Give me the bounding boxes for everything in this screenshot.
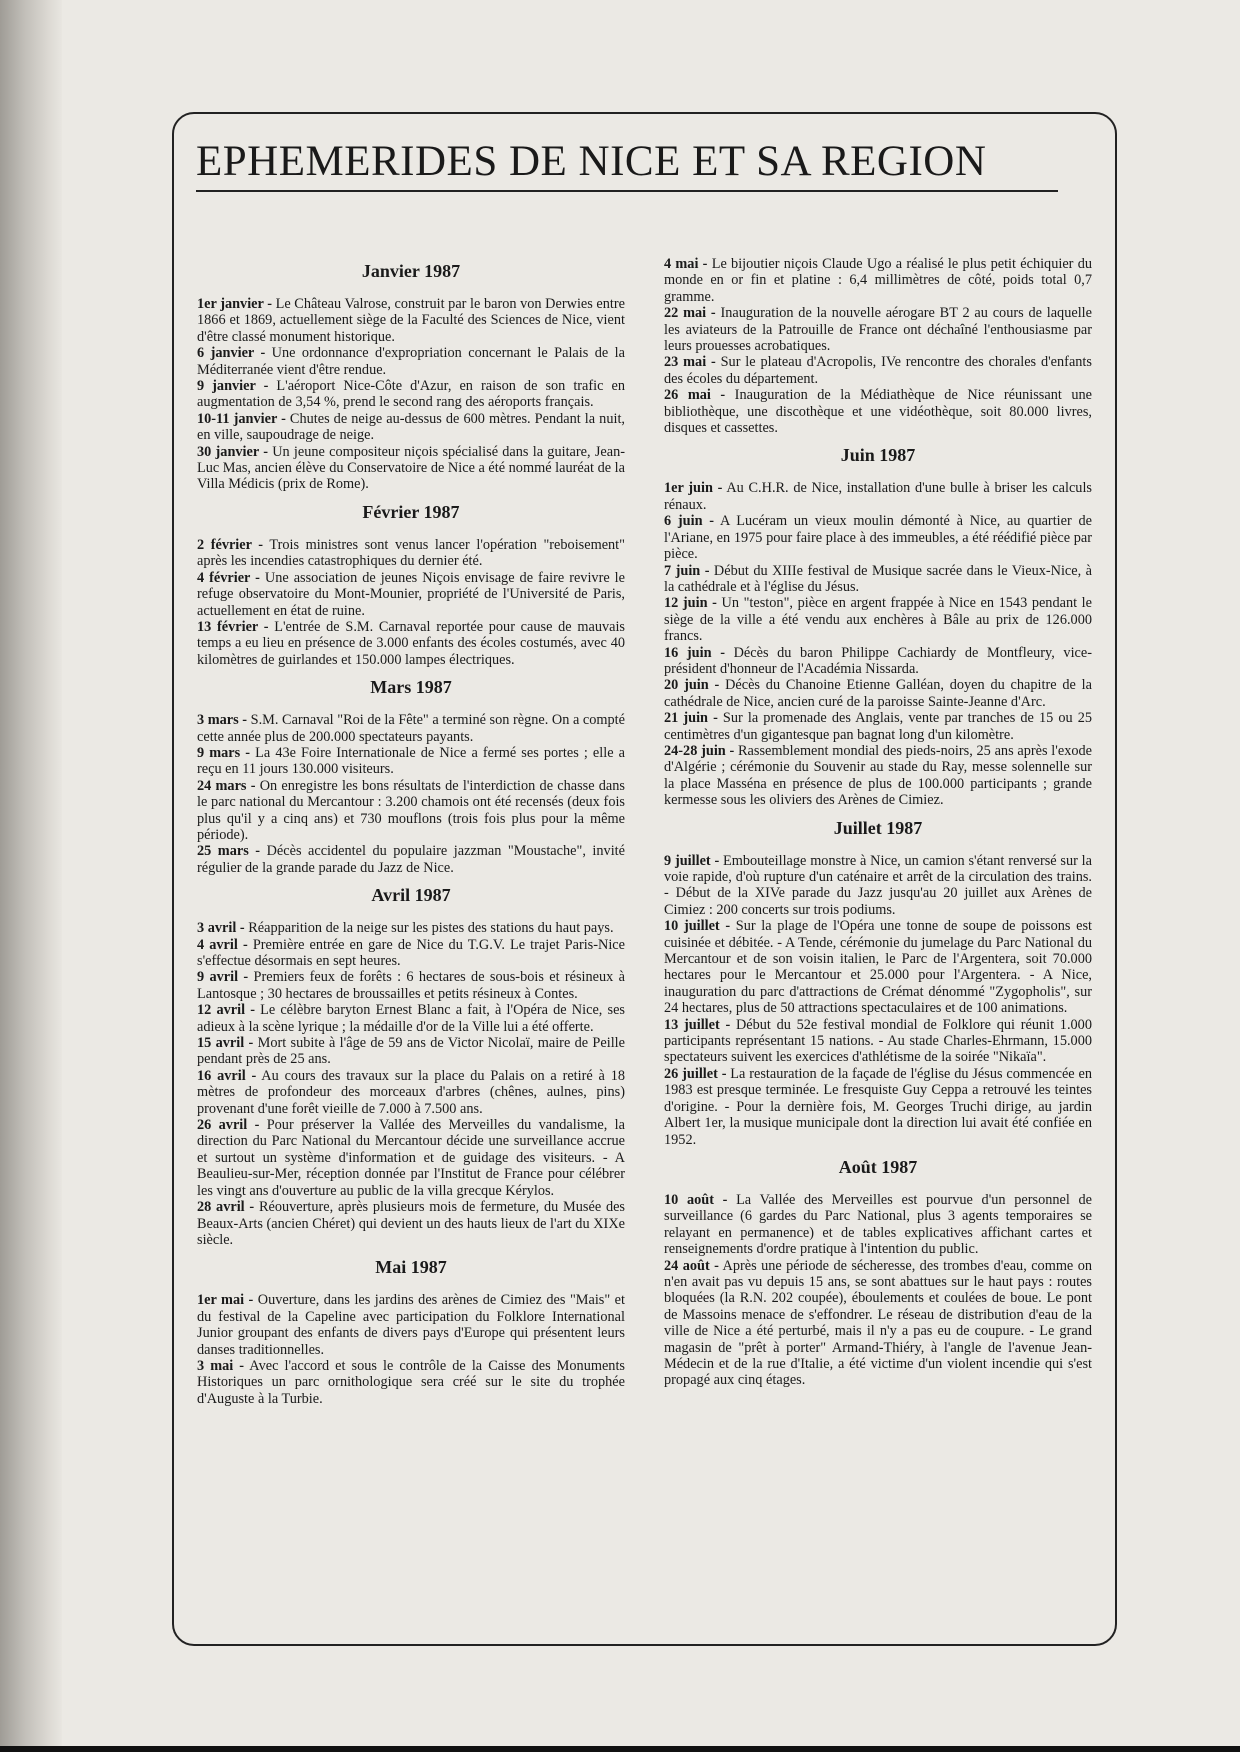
entry-text: Sur la promenade des Anglais, vente par tranches de 15 ou 25 centimètres d'un gigantesque pan bagnat long d'un kilomètre. [664,710,1093,743]
entry-text: Au cours des travaux sur la place du Palais on a retiré à 18 mètres de profondeur des morceaux d'arbres (chênes, aulnes, pins) provenant d'une forêt vieille de 7.000 à 7.500 ans. [197,1067,625,1117]
chronicle-entry [197,1199,625,1248]
entry-text: Réapparition de la neige sur les pistes des stations du haut pays. [244,920,614,937]
entry-text: Début du XIIIe festival de Musique sacrée dans le Vieux-Nice, à la cathédrale et à l'église du Jésus. [664,562,1093,595]
entry-text: Trois ministres sont venus lancer l'opération "reboisement" après les incendies catastrophiques du dernier été. [197,536,625,570]
entry-text: Réouverture, après plusieurs mois de fermeture, du Musée des Beaux-Arts (ancien Chéret) qui devient un des hauts lieux de l'art du XIXe siècle. [197,1199,625,1248]
chronicle-entry [664,853,1092,919]
entry-text: Sur la plage de l'Opéra une tonne de soupe de poissons est cuisinée et débitée. - A Tende, cérémonie du jumelage du Parc National du Mercantour et de son voisin italien, le Parc de l'Argentera, soit 70.000 hectares pour le Mercantour et 25.000 pour l'Argentera. - A Nice, inauguration du parc d'attractions de Crémat dénommé "Zygopholis", sur 24 hectares, plus de 50 attractions spectaculaires et de 100 animations. [664,918,1092,1017]
entry-text: Inauguration de la Médiathèque de Nice réunissant une bibliothèque, une discothèque et une vidéothèque, soit 80.000 livres, disques et cassettes. [664,387,1092,437]
entry-date: 7 juin - [664,562,710,579]
entry-date: 4 février - [197,569,260,586]
book-spine-shadow [0,0,62,1752]
entry-text: Une association de jeunes Niçois envisage de faire revivre le refuge observatoire du Mont-Mounier, propriété de l'Université de Paris, actuellement en état de ruine. [197,569,625,619]
entry-date: 13 juillet - [664,1016,731,1033]
chronicle-entry [664,513,1092,562]
right-column [664,256,1092,1389]
entry-date: 16 juin - [664,644,725,661]
entry-text: Sur le plateau d'Acropolis, IVe rencontre des chorales d'enfants des écoles du département. [664,354,1092,387]
chronicle-entry [664,256,1092,305]
entry-text: La 43e Foire Internationale de Nice a fermé ses portes ; elle a reçu en 11 jours 130.000 visiteurs. [197,744,626,778]
title-rule [196,190,1058,192]
entry-date: 15 avril - [197,1035,254,1052]
chronicle-entry [664,677,1092,710]
chronicle-entry [664,710,1092,743]
chronicle-entry [197,920,625,936]
entry-text: A Lucéram un vieux moulin démonté à Nice, au quartier de l'Ariane, en 1975 pour faire place à des immeubles, a été réédifié pièce par pièce. [664,513,1092,563]
entry-date: 6 janvier - [197,345,266,362]
entry-text: S.M. Carnaval "Roi de la Fête" a terminé son règne. On a compté cette année plus de 200.000 spectateurs payants. [197,712,625,745]
entry-date: 3 mai - [197,1357,245,1374]
chronicle-entry [197,745,625,778]
entry-date: 26 juillet - [664,1065,727,1082]
entry-date: 13 février - [197,618,269,635]
chronicle-entry [664,305,1092,354]
chronicle-entry [197,937,625,970]
month-heading: Avril 1987 [371,885,451,906]
entry-text: Mort subite à l'âge de 59 ans de Victor Nicolaï, maire de Peille pendant près de 25 ans. [197,1035,625,1068]
entry-text: Un "teston", pièce en argent frappée à Nice en 1543 pendant le siège de la ville a été vendu aux enchères à Bâle au prix de 126.000 francs. [664,595,1092,645]
chronicle-entry [197,969,625,1002]
entry-text: Décès du baron Philippe Cachiardy de Montfleury, vice-président d'honneur de l'Académia Nissarda. [664,644,1092,677]
chronicle-entry [197,444,625,493]
entry-text: Le Château Valrose, construit par le baron von Derwies entre 1866 et 1869, actuellement siège de la Faculté des Sciences de Nice, vient d'être classé monument historique. [197,296,626,345]
entry-text: Au C.H.R. de Nice, installation d'une bulle à briser les calculs rénaux. [664,480,1092,513]
entry-date: 20 juin - [664,677,720,694]
entry-date: 1er janvier - [197,296,272,312]
entry-text: Décès accidentel du populaire jazzman "Moustache", invité régulier de la grande parade du Jazz de Nice. [197,843,625,876]
month-heading: Mai 1987 [375,1257,447,1278]
chronicle-entry [197,1002,625,1035]
entry-text: Un jeune compositeur niçois spécialisé dans la guitare, Jean-Luc Mas, ancien élève du Conservatoire de Nice a été nommé lauréat de la Villa Médicis (prix de Rome). [197,443,625,493]
entry-date: 1er juin - [664,480,723,497]
bottom-edge [0,1746,1240,1752]
chronicle-entry [197,378,625,411]
entry-date: 9 janvier - [197,378,269,395]
entry-date: 10 août - [664,1191,728,1208]
chronicle-entry [197,1035,625,1068]
month-heading: Août 1987 [838,1156,918,1177]
entry-date: 24 mars - [197,777,256,794]
entry-text: La Vallée des Merveilles est pourvue d'un personnel de surveillance (6 gardes du Parc National, plus 3 agents temporaires se relayant en permanence) et de tables explicatives affichant cartes et renseignements d'ordre pratique à l'intention du public. [664,1191,1092,1258]
chronicle-entry [197,537,625,570]
entry-date: 10 juillet - [664,918,731,935]
entry-date: 6 juin - [664,513,715,530]
month-heading: Juin 1987 [840,445,916,466]
entry-text: Ouverture, dans les jardins des arènes de Cimiez des "Mais" et du festival de la Capeline avec participation du Folklore International Junior groupant des enfants de divers pays d'Europe qui présentent leurs danses traditionnelles. [197,1292,625,1358]
entry-date: 26 mai - [664,387,726,404]
entry-text: Décès du Chanoine Etienne Galléan, doyen du chapitre de la cathédrale de Nice, ancien curé de la paroisse Sainte-Jeanne d'Arc. [664,677,1092,710]
month-heading: Février 1987 [362,501,460,522]
month-heading: Janvier 1987 [361,261,461,281]
chronicle-entry [664,645,1092,678]
chronicle-entry [664,354,1092,387]
entry-date: 12 juin - [664,595,717,612]
entry-text: Pour préserver la Vallée des Merveilles du vandalisme, la direction du Parc National du Mercantour décide une surveillance accrue et surtout un système d'information et de guidage des visiteurs. - A Beaulieu-sur-Mer, réception donnée par l'Institut de France pour célébrer les vingt ans d'ouverture au public de la villa grecque Kérylos. [197,1117,625,1199]
entry-date: 22 mai - [664,305,716,322]
chronicle-entry [664,1258,1092,1389]
entry-date: 16 avril - [197,1067,257,1084]
entry-date: 23 mai - [664,354,716,371]
entry-text: Après une période de sécheresse, des trombes d'eau, comme on n'en avait pas vu depuis 15 ans, se sont abattues sur le haut pays : routes bloquées (la R.N. 202 coupée), éboulements et coulées de boue. Le pont de Massoins menace de s'effondrer. Le réseau de distribution d'eau de la ville de Nice a été perturbé, mais il n'y a pas eu de coupure. - Le grand magasin de "prêt à porter" Armand-Thiéry, à l'angle de l'avenue Jean-Médecin et de la rue d'Italie, a été victime d'un violent incendie qui s'est propagé aux cinq étages. [664,1257,1092,1389]
entry-text: On enregistre les bons résultats de l'interdiction de chasse dans le parc national du Mercantour : 3.200 chamois ont été recensés (deux fois plus qu'il y a cinq ans) et 730 mouflons (trois fois plus pour la même période). [197,777,625,843]
entry-date: 24 août - [664,1257,719,1274]
chronicle-entry [664,563,1092,596]
chronicle-entry [664,595,1092,644]
entry-text: La restauration de la façade de l'église du Jésus commencée en 1983 est presque terminée. Le fresquiste Guy Ceppa a retrouvé les teintes d'origine. - Pour la dernière fois, M. Georges Truchi dirige, au jardin Albert 1er, la musique municipale dont la direction lui avait été confiée en 1952. [664,1065,1092,1148]
entry-text: Le bijoutier niçois Claude Ugo a réalisé le plus petit échiquier du monde en or fin et platine : 6,4 millimètres de côté, poids total 0,7 gramme. [664,256,1092,305]
entry-text: Embouteillage monstre à Nice, un camion s'étant renversé sur la voie rapide, d'où rupture d'un caténaire et arrêt de la circulation des trains. - Début de la XIVe parade du Jazz jusqu'au 20 juillet aux Arènes de Cimiez : 200 concerts sur trois podiums. [664,852,1092,918]
entry-date: 9 juillet - [664,852,720,869]
chronicle-entry [197,345,625,378]
entry-text: Inauguration de la nouvelle aérogare BT 2 au cours de laquelle les aviateurs de la Patrouille de France ont déchaîné l'enthousiasme par leurs prouesses acrobatiques. [664,305,1092,355]
chronicle-entry [664,743,1092,809]
entry-date: 2 février - [197,536,264,553]
entry-date: 9 avril - [197,969,249,986]
entry-text: Chutes de neige au-dessus de 600 mètres. Pendant la nuit, en ville, saupoudrage de neige. [197,410,625,444]
chronicle-entry [664,480,1092,513]
chronicle-entry [197,1117,625,1199]
entry-text: L'entrée de S.M. Carnaval reportée pour cause de mauvais temps a eu lieu en présence de 3.000 enfants des écoles costumés, avec 40 kilomètres de guirlandes et 150.000 lampes électriques. [197,618,625,668]
entry-date: 1er mai - [197,1292,254,1309]
entry-date: 21 juin - [664,710,718,727]
chronicle-entry [664,1066,1092,1148]
month-heading: Mars 1987 [370,677,452,698]
chronicle-entry [197,778,625,844]
left-column [197,260,625,1407]
entry-date: 30 janvier - [197,443,268,460]
entry-date: 25 mars - [197,843,261,860]
entry-text: Première entrée en gare de Nice du T.G.V. Le trajet Paris-Nice s'effectue désormais en sept heures. [197,936,625,969]
entry-date: 4 avril - [197,936,248,953]
entry-date: 28 avril - [197,1199,255,1216]
chronicle-entry [197,1358,625,1407]
month-heading: Juillet 1987 [833,817,923,838]
entry-date: 3 mars - [197,712,248,729]
chronicle-entry [664,1192,1092,1258]
entry-text: Avec l'accord et sous le contrôle de la Caisse des Monuments Historiques un parc ornithologique sera créé sur le site du trophée d'Auguste à la Turbie. [197,1357,625,1407]
chronicle-entry [664,918,1092,1016]
chronicle-entry [197,619,625,668]
entry-text: L'aéroport Nice-Côte d'Azur, en raison de son trafic en augmentation de 3,54 %, prend le second rang des aéroports français. [197,378,625,411]
entry-text: Une ordonnance d'expropriation concernant le Palais de la Méditerranée vient d'être rendue. [197,345,625,378]
entry-date: 3 avril - [197,920,245,937]
entry-date: 26 avril - [197,1117,260,1134]
chronicle-entry [197,296,625,345]
chronicle-entry [197,570,625,619]
entry-text: Rassemblement mondial des pieds-noirs, 25 ans après l'exode d'Algérie ; cérémonie du Souvenir au stade du Ray, messe solennelle sur la place Masséna en présence de plus de 100.000 participants ; grande kermesse sous les oliviers des Arènes de Cimiez. [664,742,1092,809]
entry-text: Le célèbre baryton Ernest Blanc a fait, à l'Opéra de Nice, ses adieux à la scène lyrique ; la médaille d'or de la Ville lui a été offerte. [197,1002,625,1035]
entry-date: 4 mai - [664,256,708,272]
entry-date: 10-11 janvier - [197,410,286,427]
chronicle-entry [664,387,1092,436]
entry-date: 24-28 juin - [664,742,735,759]
entry-date: 9 mars - [197,744,251,761]
page-title: EPHEMERIDES DE NICE ET SA REGION [196,138,987,185]
entry-text: Début du 52e festival mondial de Folklore qui réunit 1.000 participants représentant 15 nations. - Au stade Charles-Ehrmann, 15.000 spectateurs suivent les exercices d'athlétisme de la soirée "Nikaïa". [664,1016,1092,1066]
chronicle-entry [197,843,625,876]
chronicle-entry [197,712,625,745]
entry-text: Premiers feux de forêts : 6 hectares de sous-bois et résineux à Lantosque ; 30 hectares de broussailles et petits résineux à Contes. [197,969,625,1002]
entry-date: 12 avril - [197,1002,255,1019]
chronicle-entry [664,1017,1092,1066]
chronicle-entry [197,1292,625,1358]
chronicle-entry [197,1068,625,1117]
chronicle-entry [197,411,625,444]
